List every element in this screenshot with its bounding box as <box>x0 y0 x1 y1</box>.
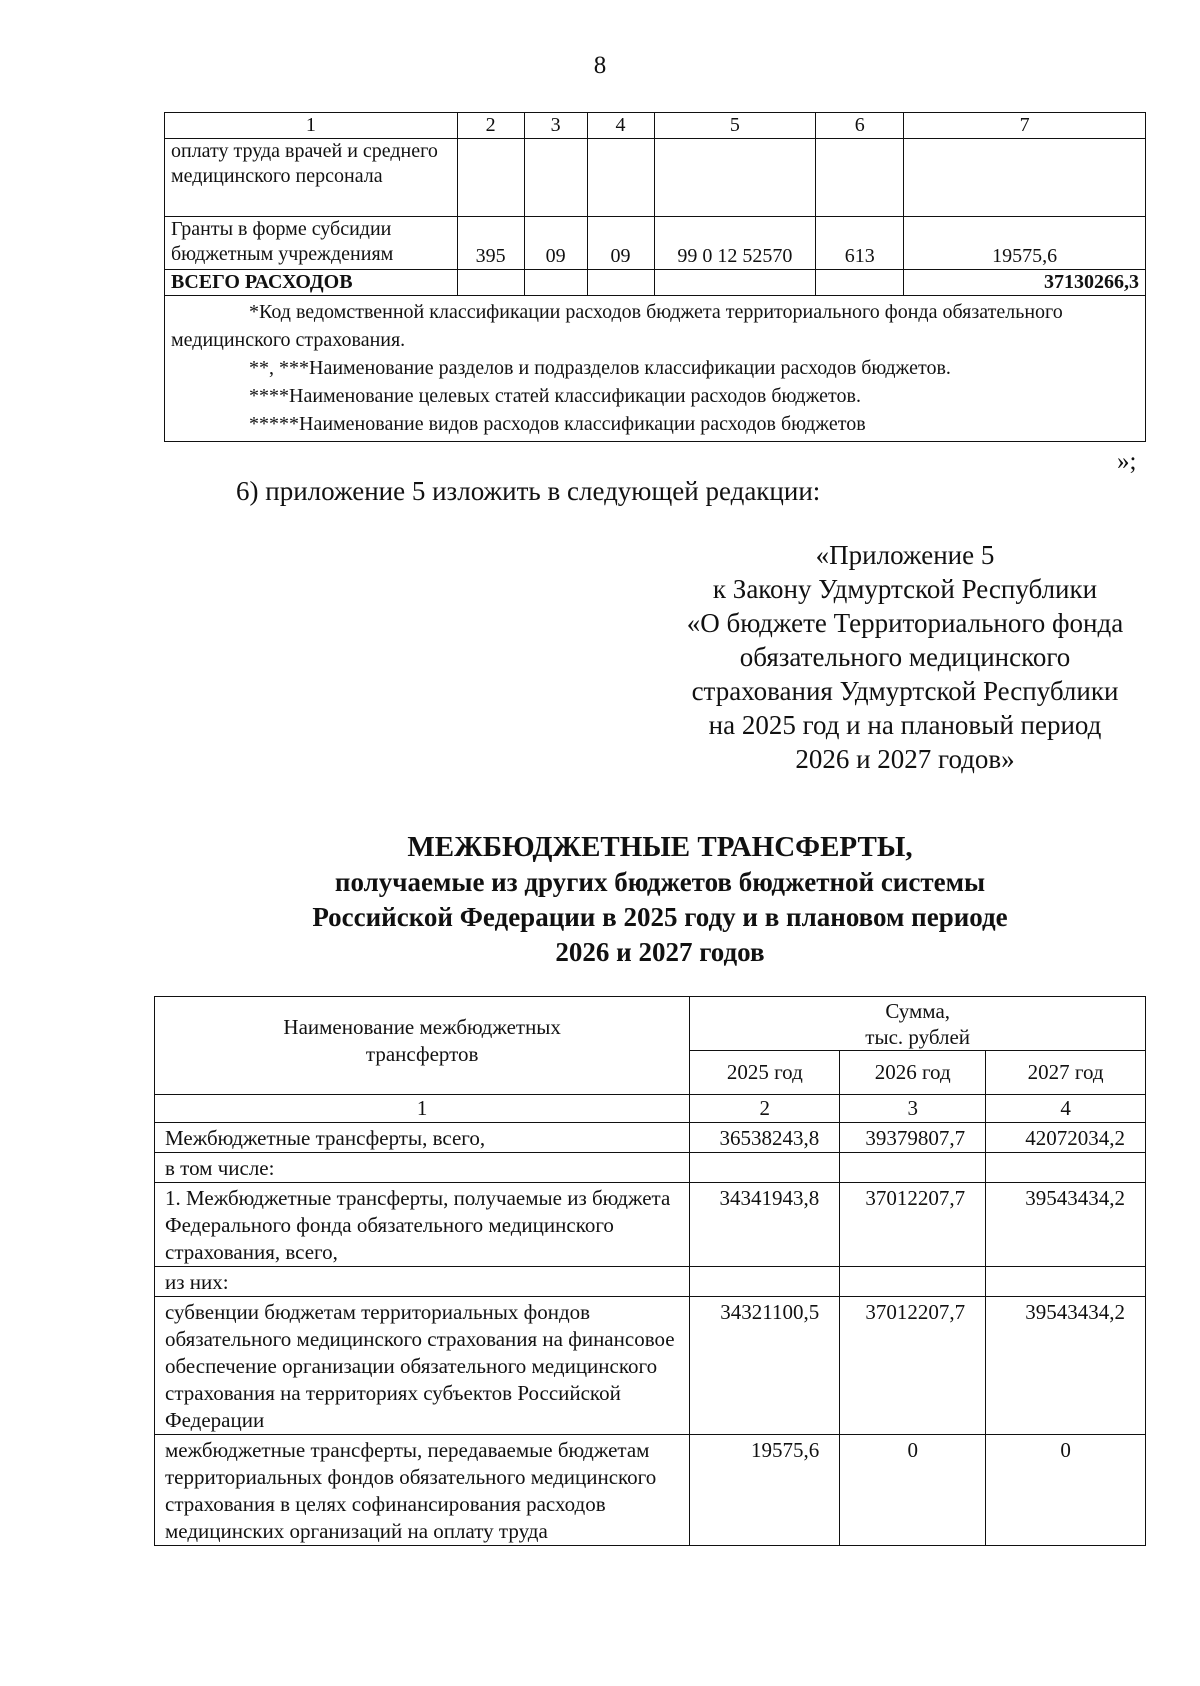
sum-column-header: Сумма, тыс. рублей <box>690 997 1146 1051</box>
page-number: 8 <box>593 52 607 79</box>
row-label: 1. Межбюджетные трансферты, получаемые из бюджета Федерального фонда обязательного медицинского страхования, всего, <box>155 1183 690 1267</box>
table-header-row <box>155 997 1146 1051</box>
value-2027: 0 <box>986 1435 1146 1546</box>
title-line: 2026 и 2027 годов <box>555 937 765 967</box>
row-label: субвенции бюджетам территориальных фондов обязательного медицинского страхования на финансовое обеспечение организации обязательного медицинского страхования на территориях субъектов Российской Федерации <box>155 1297 690 1435</box>
document-title <box>0 830 1200 970</box>
table-row <box>165 217 1146 270</box>
value-2026: 37012207,7 <box>840 1183 986 1267</box>
cell-section: 09 <box>524 217 587 270</box>
cell-ministry: 395 <box>457 217 524 270</box>
col-number: 7 <box>904 113 1146 139</box>
cell-amount: 19575,6 <box>904 217 1146 270</box>
total-value: 37130266,3 <box>904 270 1146 296</box>
value-2027: 39543434,2 <box>986 1297 1146 1435</box>
value-2026: 37012207,7 <box>840 1297 986 1435</box>
col-number: 3 <box>840 1095 986 1123</box>
cell-target-item: 99 0 12 52570 <box>654 217 816 270</box>
value-2025: 19575,6 <box>690 1435 840 1546</box>
col-number: 1 <box>155 1095 690 1123</box>
table-row <box>155 1267 1146 1297</box>
notes-row <box>165 296 1146 442</box>
value-2026: 0 <box>840 1435 986 1546</box>
col-number: 1 <box>165 113 458 139</box>
row-label: межбюджетные трансферты, передаваемые бюджетам территориальных фондов обязательного медицинского страхования в целях софинансирования расходов медицинских организаций на оплату труда <box>155 1435 690 1546</box>
appendix-line: страхования Удмуртской Республики <box>691 676 1119 706</box>
title-main: МЕЖБЮДЖЕТНЫЕ ТРАНСФЕРТЫ, <box>407 831 913 863</box>
title-line: Российской Федерации в 2025 году и в плановом периоде <box>312 902 1008 932</box>
name-column-header: Наименование межбюджетных трансфертов <box>155 997 690 1095</box>
table-row <box>155 1435 1146 1546</box>
appendix-line: «О бюджете Территориального фонда <box>686 608 1124 638</box>
year-header: 2025 год <box>690 1051 840 1095</box>
appendix-line: «Приложение 5 <box>815 540 995 570</box>
cell-expense-type: 613 <box>816 217 904 270</box>
value-2025: 34321100,5 <box>690 1297 840 1435</box>
year-header: 2027 год <box>986 1051 1146 1095</box>
total-row <box>165 270 1146 296</box>
expenses-table-continuation <box>164 112 1146 442</box>
row-label: Межбюджетные трансферты, всего, <box>155 1123 690 1153</box>
col-number: 6 <box>816 113 904 139</box>
col-number: 2 <box>457 113 524 139</box>
row-label: оплату труда врачей и среднего медицинского персонала <box>165 139 458 217</box>
appendix-header <box>650 538 1160 776</box>
col-number: 4 <box>986 1095 1146 1123</box>
table-row <box>155 1183 1146 1267</box>
row-label: в том числе: <box>155 1153 690 1183</box>
table-row <box>155 1123 1146 1153</box>
note-1: *Код ведомственной классификации расходов бюджета территориального фонда обязательного медицинского страхования. <box>171 301 1063 351</box>
value-2025: 36538243,8 <box>690 1123 840 1153</box>
value-2026: 39379807,7 <box>840 1123 986 1153</box>
column-numbers-row <box>155 1095 1146 1123</box>
col-number: 5 <box>654 113 816 139</box>
transfers-table <box>154 996 1146 1546</box>
value-2025: 34341943,8 <box>690 1183 840 1267</box>
table-row <box>155 1153 1146 1183</box>
cell-subsection: 09 <box>587 217 654 270</box>
col-number: 2 <box>690 1095 840 1123</box>
appendix-line: к Закону Удмуртской Республики <box>712 574 1098 604</box>
table-row <box>155 1297 1146 1435</box>
appendix-line: на 2025 год и на плановый период <box>708 710 1102 740</box>
appendix-line: обязательного медицинского <box>739 642 1071 672</box>
col-number: 4 <box>587 113 654 139</box>
table-row <box>165 139 1146 217</box>
total-label: ВСЕГО РАСХОДОВ <box>165 270 458 296</box>
closing-quote: »; <box>1117 448 1137 475</box>
appendix-line: 2026 и 2027 годов» <box>795 744 1015 774</box>
amendment-paragraph: 6) приложение 5 изложить в следующей редакции: <box>236 476 821 506</box>
note-4: *****Наименование видов расходов классификации расходов бюджетов <box>249 413 866 435</box>
table-header-row <box>165 113 1146 139</box>
col-number: 3 <box>524 113 587 139</box>
title-line: получаемые из других бюджетов бюджетной системы <box>334 867 986 897</box>
note-3: ****Наименование целевых статей классификации расходов бюджетов. <box>249 385 861 407</box>
value-2027: 39543434,2 <box>986 1183 1146 1267</box>
note-2: **, ***Наименование разделов и подразделов классификации расходов бюджетов. <box>249 357 951 379</box>
year-header: 2026 год <box>840 1051 986 1095</box>
row-label: Гранты в форме субсидии бюджетным учреждениям <box>165 217 458 270</box>
value-2027: 42072034,2 <box>986 1123 1146 1153</box>
row-label: из них: <box>155 1267 690 1297</box>
